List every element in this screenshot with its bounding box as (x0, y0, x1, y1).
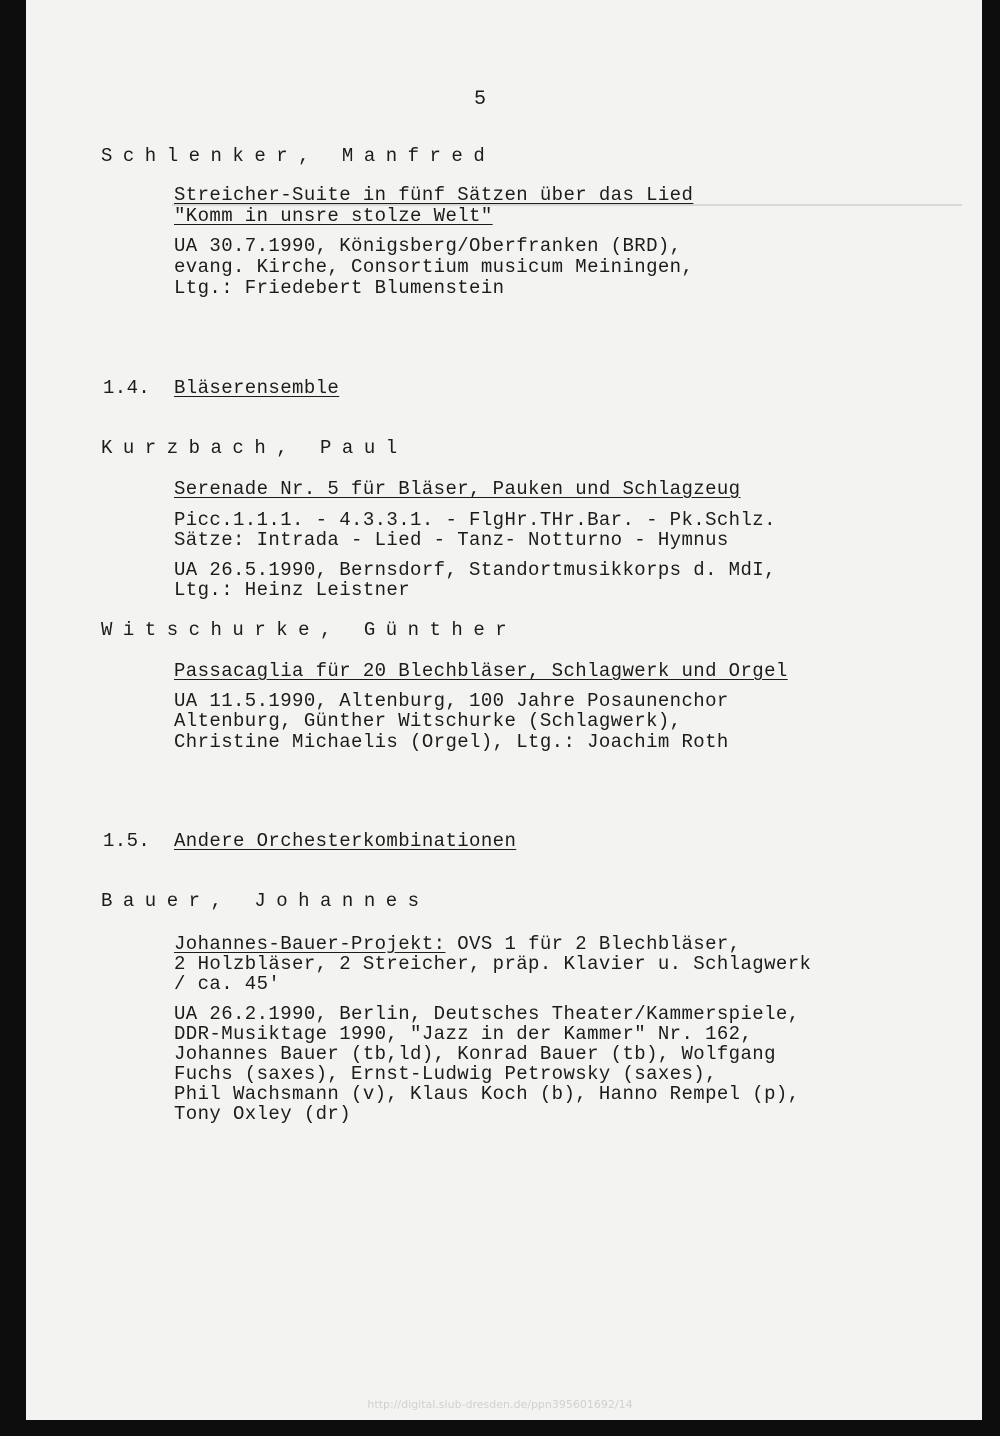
page-number: 5 (474, 88, 487, 111)
scoring-line: Sätze: Intrada - Lied - Tanz- Notturno - Hymnus (174, 529, 729, 551)
work-description: 2 Holzbläser, 2 Streicher, präp. Klavier u. Schlagwerk (174, 953, 812, 975)
work-description: OVS 1 für 2 Blechbläser, (445, 933, 741, 955)
section-number-1-4: 1.4. (103, 377, 151, 399)
scoring-line: Picc.1.1.1. - 4.3.3.1. - FlgHr.THr.Bar. - Pk.Schlz. (174, 509, 776, 531)
performance-line: DDR-Musiktage 1990, "Jazz in der Kammer" Nr. 162, (174, 1023, 753, 1045)
composer-name-bauer: Bauer, Johannes (101, 890, 430, 912)
work-title-witschurke: Passacaglia für 20 Blechbläser, Schlagwerk und Orgel (174, 660, 788, 682)
performance-line: Altenburg, Günther Witschurke (Schlagwerk), (174, 710, 682, 732)
performance-line: UA 26.5.1990, Bernsdorf, Standortmusikkorps d. MdI, (174, 559, 776, 581)
performance-line: Ltg.: Heinz Leistner (174, 579, 411, 601)
section-title-1-5: Andere Orchesterkombinationen (174, 830, 517, 852)
work-title-kurzbach: Serenade Nr. 5 für Bläser, Pauken und Schlagzeug (174, 478, 741, 500)
performance-line: Johannes Bauer (tb,ld), Konrad Bauer (tb), Wolfgang (174, 1043, 776, 1065)
source-url[interactable]: http://digital.slub-dresden.de/ppn395601692/14 (367, 1398, 633, 1411)
work-title-schlenker-line-1: Streicher-Suite in fünf Sätzen über das Lied (174, 184, 694, 206)
performance-line: UA 30.7.1990, Königsberg/Oberfranken (BRD), (174, 235, 682, 257)
performance-line: UA 11.5.1990, Altenburg, 100 Jahre Posaunenchor (174, 690, 729, 712)
performance-line: Fuchs (saxes), Ernst-Ludwig Petrowsky (saxes), (174, 1063, 717, 1085)
work-entry-bauer-line-1 (174, 933, 741, 955)
composer-name-kurzbach: Kurzbach, Paul (101, 437, 408, 459)
performance-line: Ltg.: Friedebert Blumenstein (174, 277, 505, 299)
work-title-schlenker-line-2: "Komm in unsre stolze Welt" (174, 205, 493, 227)
composer-name-witschurke: Witschurke, Günther (101, 619, 518, 641)
performance-line: Tony Oxley (dr) (174, 1103, 352, 1125)
performance-line: UA 26.2.1990, Berlin, Deutsches Theater/Kammerspiele, (174, 1003, 800, 1025)
section-title-1-4: Bläserensemble (174, 377, 340, 399)
performance-line: Christine Michaelis (Orgel), Ltg.: Joachim Roth (174, 731, 729, 753)
section-number-1-5: 1.5. (103, 830, 151, 852)
performance-line: Phil Wachsmann (v), Klaus Koch (b), Hanno Rempel (p), (174, 1083, 800, 1105)
work-title-bauer: Johannes-Bauer-Projekt: (174, 933, 446, 955)
composer-name-schlenker: Schlenker, Manfred (101, 145, 496, 167)
work-duration: / ca. 45' (174, 973, 281, 995)
performance-line: evang. Kirche, Consortium musicum Meiningen, (174, 256, 694, 278)
